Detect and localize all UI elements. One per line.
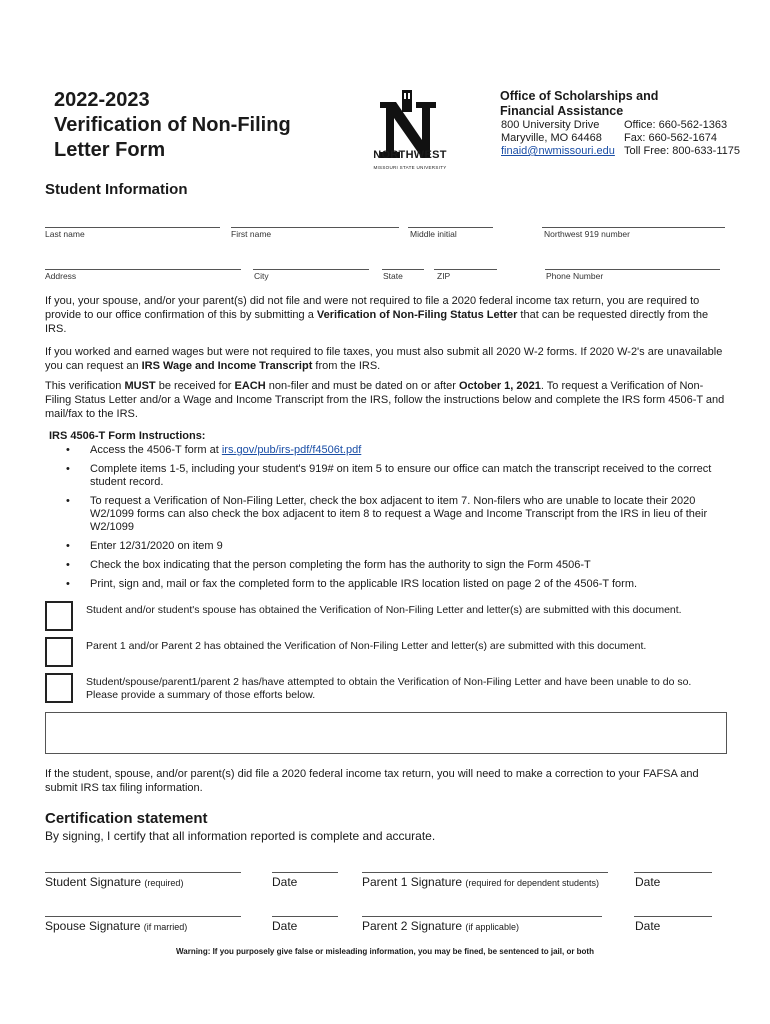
city-label: City (254, 271, 269, 281)
student-info-heading: Student Information (45, 181, 188, 198)
fafsa-note: If the student, spouse, and/or parent(s) did file a 2020 federal income tax return, you will need to make a correction to your FAFSA and submit IRS tax filing information. (45, 768, 699, 794)
unable-obtain-text: Student/spouse/parent1/parent 2 has/have attempted to obtain the Verification of Non-Filing Letter and have been unable to do so. Please provide a summary of those efforts below. (86, 676, 692, 701)
list-item: • Check the box indicating that the person completing the form has the authority to sign the Form 4506-T (66, 559, 726, 572)
list-item: • Complete items 1-5, including your student's 919# on item 5 to ensure our office can match the transcript received to the correct student record. (66, 463, 726, 489)
list-item: • Access the 4506-T form at irs.gov/pub/irs-pdf/f4506t.pdf (66, 444, 726, 457)
address-label: Address (45, 271, 77, 281)
spouse-signature-label: Spouse Signature (if married) (45, 919, 188, 933)
parent-letter-text: Parent 1 and/or Parent 2 has obtained the Verification of Non-Filing Letter and letter(s) are submitted with this document. (86, 640, 647, 652)
list-item: • Enter 12/31/2020 on item 9 (66, 540, 726, 553)
certification-statement: By signing, I certify that all information reported is complete and accurate. (45, 829, 436, 843)
wages-paragraph: If you worked and earned wages but were not required to file taxes, you must also submit all 2020 W-2 forms. If 2020 W-2's are unavailable you can request an IRS Wage and Income Transcript from the IRS. (45, 346, 723, 372)
state-field[interactable] (382, 269, 424, 270)
last-name-field[interactable] (45, 227, 220, 228)
northwest-919-label: Northwest 919 number (544, 229, 630, 239)
title-year: 2022-2023 (54, 89, 150, 111)
zip-field[interactable] (434, 269, 497, 270)
state-label: State (383, 271, 403, 281)
student-signature-label: Student Signature (required) (45, 875, 184, 889)
title-line2: Verification of Non-Filing (54, 114, 291, 136)
last-name-label: Last name (45, 229, 85, 239)
form-title (54, 88, 291, 163)
parent1-signature-label: Parent 1 Signature (required for dependent students) (362, 875, 600, 889)
parent2-date-label: Date (635, 919, 661, 933)
office-phone: Office: 660-562-1363 (624, 119, 728, 131)
title-line3: Letter Form (54, 139, 166, 161)
instructions-list (66, 444, 726, 597)
middle-initial-label: Middle initial (410, 229, 457, 239)
office-address (501, 119, 615, 158)
spouse-date-field[interactable] (272, 916, 338, 917)
address-line1: 800 University Drive (501, 119, 600, 131)
office-toll-free: Toll Free: 800-633-1175 (624, 145, 740, 157)
northwest-919-field[interactable] (542, 227, 725, 228)
student-letter-checkbox[interactable] (45, 601, 73, 631)
list-item: • To request a Verification of Non-Filing Letter, check the box adjacent to item 7. Non-filers who are unable to locate their 2020 W2/1099 forms can also check the box adjacent to item 8 to request a Wage and Income Transcript from the IRS in lieu of their W2/1099 (66, 495, 726, 534)
zip-label: ZIP (437, 271, 451, 281)
first-name-field[interactable] (231, 227, 399, 228)
office-name (500, 89, 658, 119)
efforts-summary-input[interactable] (45, 712, 727, 754)
northwest-logo (362, 88, 458, 178)
office-line2: Financial Assistance (500, 104, 624, 118)
list-item: • Print, sign and, mail or fax the completed form to the applicable IRS location listed on page 2 of the 4506-T form. (66, 578, 726, 591)
first-name-label: First name (231, 229, 272, 239)
student-date-field[interactable] (272, 872, 338, 873)
unable-obtain-checkbox[interactable] (45, 673, 73, 703)
spouse-date-label: Date (272, 919, 298, 933)
phone-label: Phone Number (546, 271, 604, 281)
parent-letter-checkbox[interactable] (45, 637, 73, 667)
office-email-link[interactable]: finaid@nwmissouri.edu (501, 145, 615, 157)
student-signature-field[interactable] (45, 872, 241, 873)
parent2-signature-field[interactable] (362, 916, 602, 917)
logo-wordmark: NORTHWEST (373, 149, 447, 161)
student-letter-text: Student and/or student's spouse has obtained the Verification of Non-Filing Letter and letter(s) are submitted with this document. (86, 604, 682, 616)
logo-subtext: MISSOURI STATE UNIVERSITY (373, 165, 447, 170)
warning-notice: Warning: If you purposely give false or misleading information, you may be fined, be sentenced to jail, or both (176, 947, 594, 956)
parent1-date-field[interactable] (634, 872, 712, 873)
instructions-heading: IRS 4506-T Form Instructions: (49, 430, 206, 442)
parent2-signature-label: Parent 2 Signature (if applicable) (362, 919, 519, 933)
non-filing-paragraph: If you, your spouse, and/or your parent(s) did not file and were not required to file a 2020 federal income tax return, you are required to provide to our office confirmation of this by submitting a Verification of Non-Filing Status Letter that can be requested directly from the IRS. (45, 295, 709, 335)
office-line1: Office of Scholarships and (500, 89, 659, 103)
irs-form-link[interactable]: irs.gov/pub/irs-pdf/f4506t.pdf (221, 444, 362, 456)
verification-paragraph: This verification MUST be received for EACH non-filer and must be dated on or after October 1, 2021. To request a Verification of Non-Filing Status Letter and/or a Wage and Income Transcript from the IRS, follow the instructions below and complete the IRS form 4506-T and mail/fax to the IRS. (45, 380, 725, 420)
middle-initial-field[interactable] (408, 227, 493, 228)
address-field[interactable] (45, 269, 241, 270)
parent1-signature-field[interactable] (362, 872, 608, 873)
address-line2: Maryville, MO 64468 (501, 132, 602, 144)
city-field[interactable] (253, 269, 369, 270)
spouse-signature-field[interactable] (45, 916, 241, 917)
parent1-date-label: Date (635, 875, 661, 889)
office-phones (624, 119, 740, 158)
parent2-date-field[interactable] (634, 916, 712, 917)
certification-heading: Certification statement (45, 810, 208, 827)
office-fax: Fax: 660-562-1674 (624, 132, 717, 144)
student-date-label: Date (272, 875, 298, 889)
phone-field[interactable] (545, 269, 720, 270)
